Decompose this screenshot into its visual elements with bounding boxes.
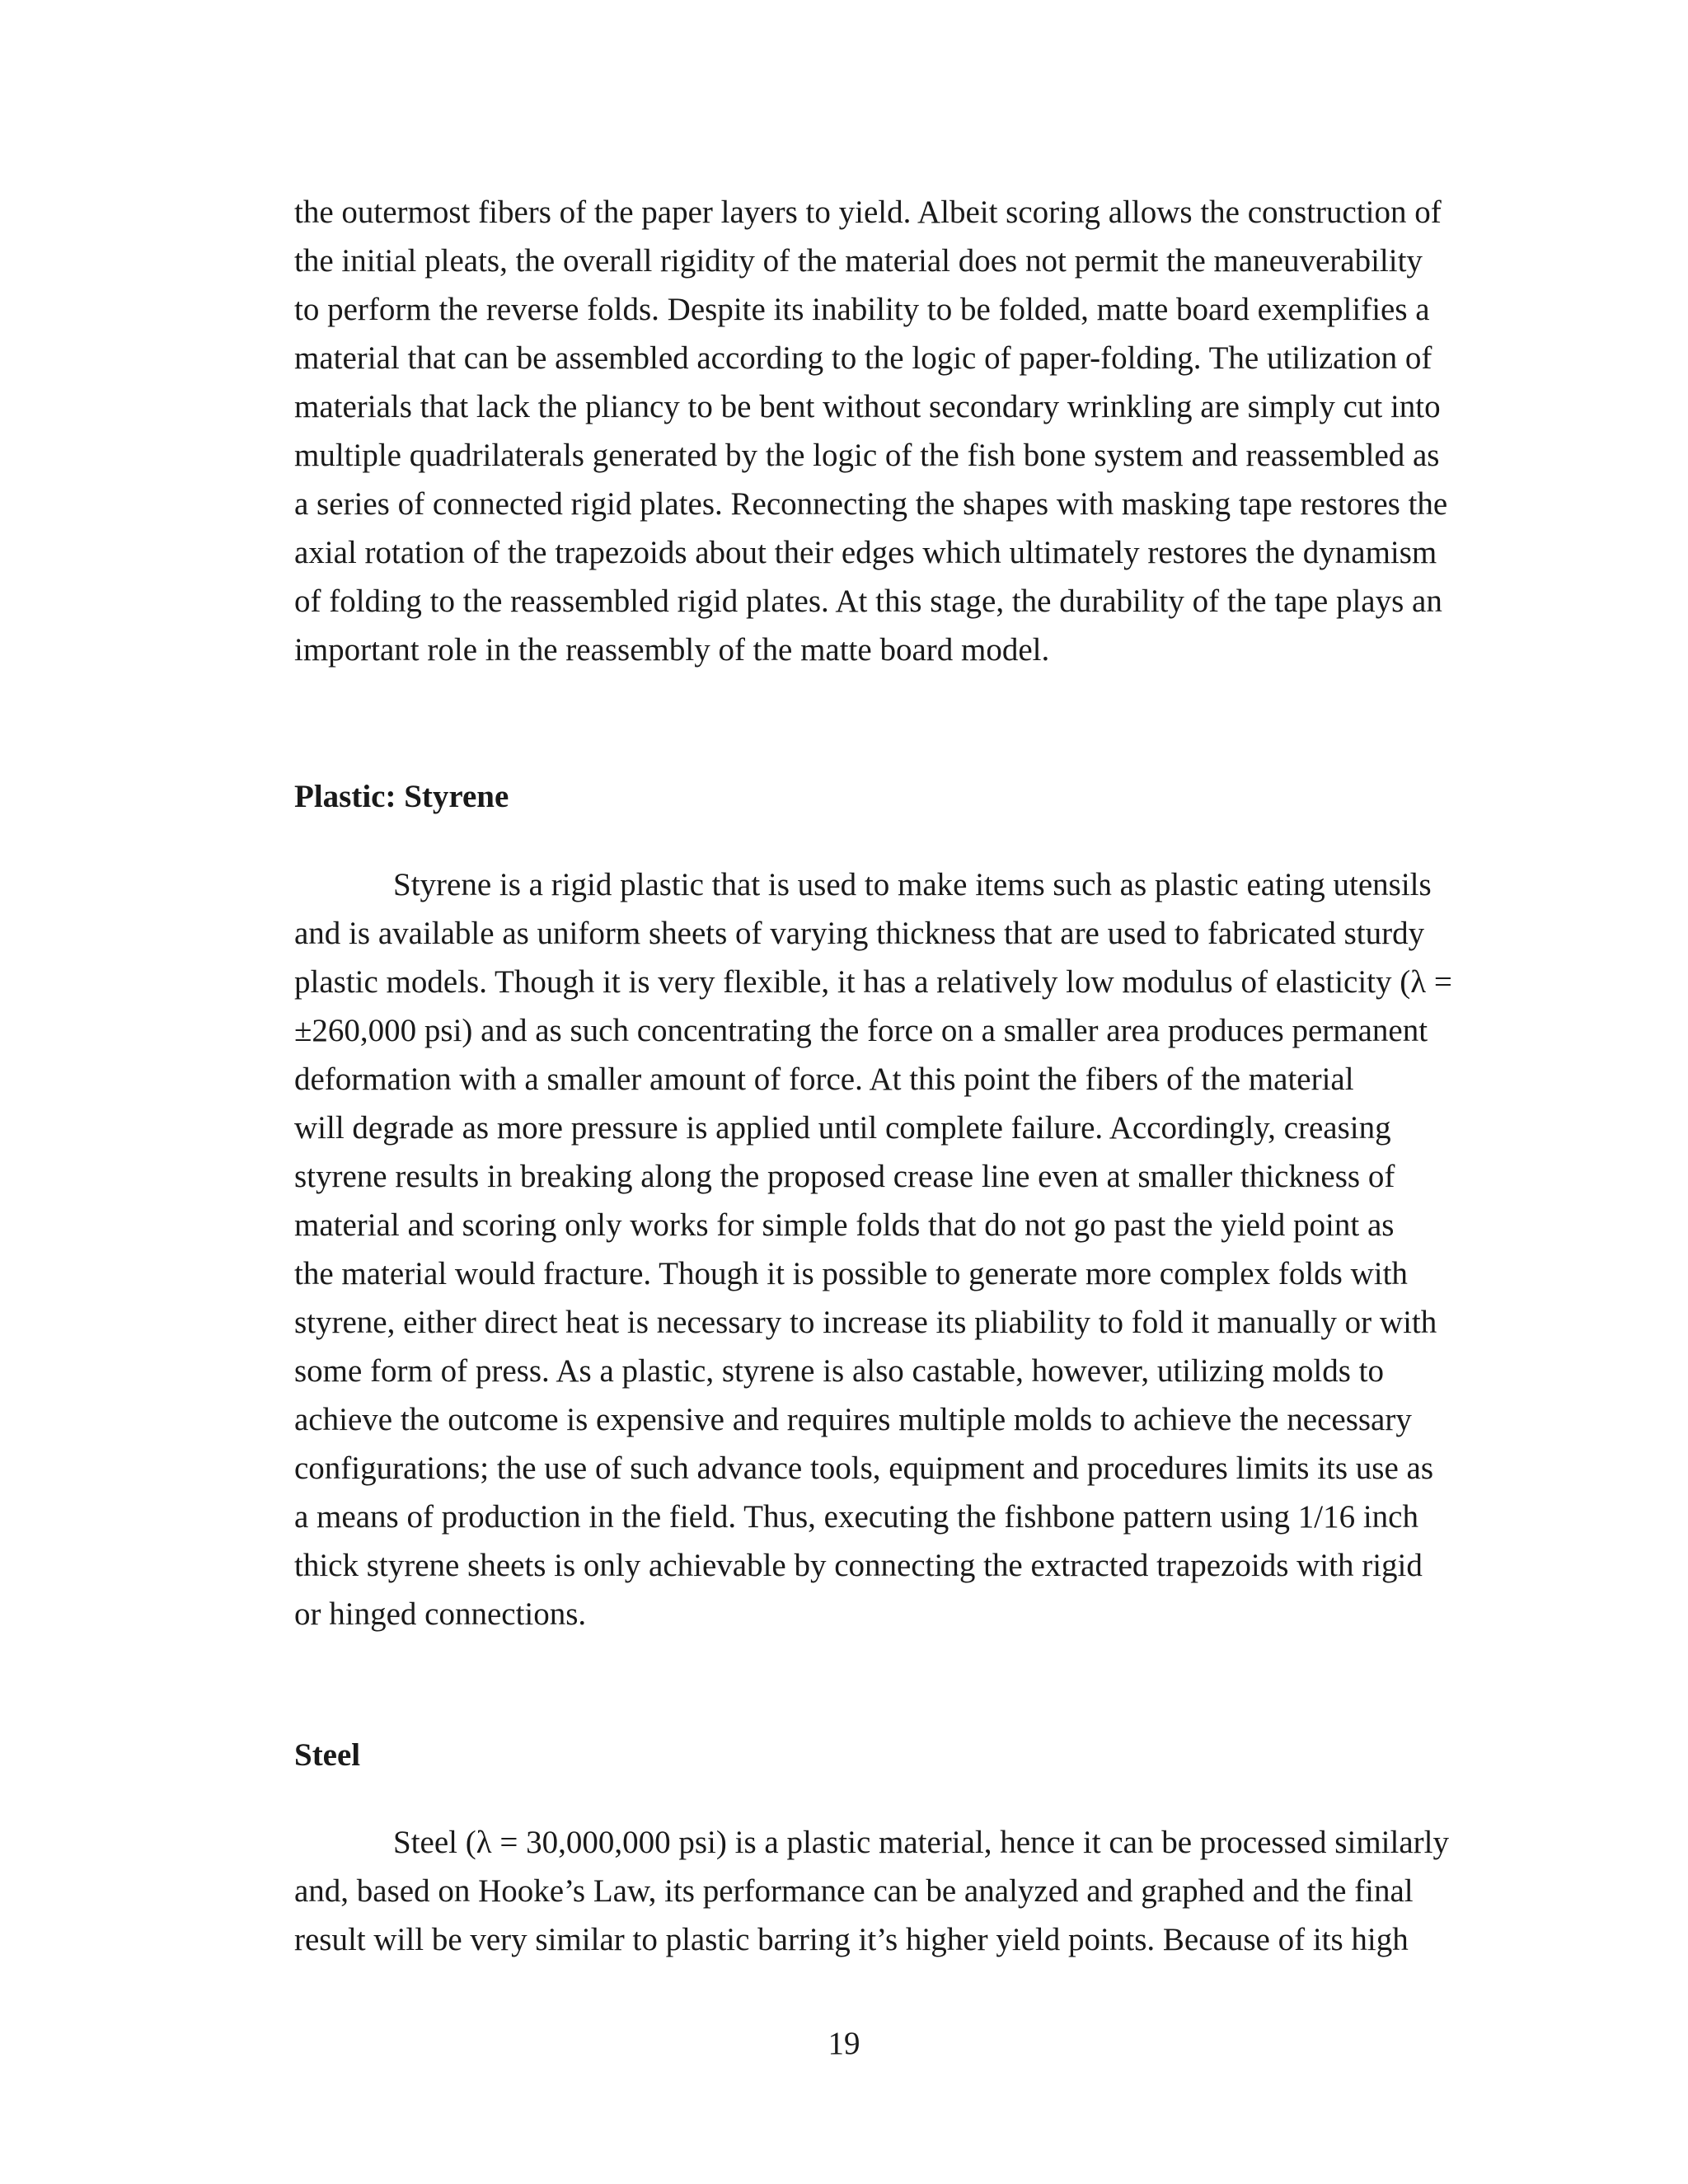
text-line: axial rotation of the trapezoids about their edges which ultimately restores the dynamism <box>294 535 1437 570</box>
text-line: plastic models. Though it is very flexible, it has a relatively low modulus of elasticity (λ = <box>294 964 1452 1000</box>
text-line: styrene, either direct heat is necessary to increase its pliability to fold it manually or with <box>294 1305 1437 1340</box>
text-line: a series of connected rigid plates. Reconnecting the shapes with masking tape restores the <box>294 486 1448 522</box>
text-line: multiple quadrilaterals generated by the logic of the fish bone system and reassembled as <box>294 438 1440 473</box>
text-line: ±260,000 psi) and as such concentrating the force on a smaller area produces permanent <box>294 1013 1428 1048</box>
text-line: will degrade as more pressure is applied until complete failure. Accordingly, creasing <box>294 1110 1391 1146</box>
text-line: to perform the reverse folds. Despite its inability to be folded, matte board exemplifies a <box>294 292 1430 327</box>
text-line: a means of production in the field. Thus, executing the fishbone pattern using 1/16 inch <box>294 1499 1418 1535</box>
text-line: Steel (λ = 30,000,000 psi) is a plastic material, hence it can be processed similarly <box>393 1825 1449 1860</box>
text-line: thick styrene sheets is only achievable by connecting the extracted trapezoids with rigid <box>294 1548 1423 1583</box>
text-line: of folding to the reassembled rigid plates. At this stage, the durability of the tape plays an <box>294 583 1442 619</box>
text-line: and, based on Hooke’s Law, its performance can be analyzed and graphed and the final <box>294 1873 1414 1909</box>
text-line: some form of press. As a plastic, styrene is also castable, however, utilizing molds to <box>294 1353 1385 1389</box>
text-line: the outermost fibers of the paper layers to yield. Albeit scoring allows the construction of <box>294 194 1442 230</box>
text-line: important role in the reassembly of the matte board model. <box>294 632 1050 668</box>
text-line: material that can be assembled according to the logic of paper-folding. The utilization of <box>294 340 1432 376</box>
text-line: the initial pleats, the overall rigidity of the material does not permit the maneuverability <box>294 243 1423 279</box>
text-line: styrene results in breaking along the proposed crease line even at smaller thickness of <box>294 1159 1395 1194</box>
text-line: Styrene is a rigid plastic that is used to make items such as plastic eating utensils <box>393 867 1432 902</box>
text-line: materials that lack the pliancy to be bent without secondary wrinkling are simply cut into <box>294 389 1441 424</box>
text-line: the material would fracture. Though it is possible to generate more complex folds with <box>294 1256 1408 1291</box>
text-line: deformation with a smaller amount of force. At this point the fibers of the material <box>294 1062 1354 1097</box>
section-heading-plastic-styrene: Plastic: Styrene <box>294 779 509 814</box>
text-line: configurations; the use of such advance tools, equipment and procedures limits its use as <box>294 1451 1434 1486</box>
page-number: 19 <box>828 2026 860 2061</box>
section-heading-steel: Steel <box>294 1737 361 1773</box>
text-line: and is available as uniform sheets of varying thickness that are used to fabricated sturdy <box>294 916 1425 951</box>
text-line: achieve the outcome is expensive and requires multiple molds to achieve the necessary <box>294 1402 1412 1437</box>
text-line: or hinged connections. <box>294 1596 587 1632</box>
text-line: material and scoring only works for simple folds that do not go past the yield point as <box>294 1207 1395 1243</box>
text-line: result will be very similar to plastic barring it’s higher yield points. Because of its high <box>294 1922 1409 1957</box>
